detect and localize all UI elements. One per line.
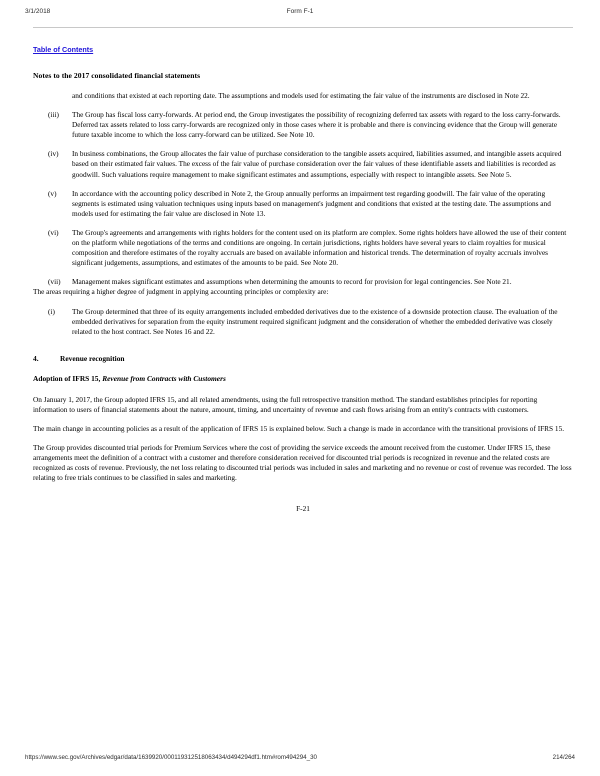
list-item-text: The Group has fiscal loss carry-forwards. At period end, the Group investigates the possibility of recognizing deferred tax assets with regard to the loss carry-forwards. Deferred tax assets related to loss carry-forwards are recognized only in those cases where it is probable and there is convincing evidence that the Group will generate future taxable income to which the loss carry-forward can be utilized. See Note 10. bbox=[72, 110, 561, 140]
revenue-paragraph-3: The Group provides discounted trial periods for Premium Services where the cost of providing the service exceeds the amount received from the customer. Under IFRS 15, these arrangements meet the definition of a contract with a customer and therefore consideration received for discounted trial periods is recognized in revenue and the related costs are recognized as costs of revenue. Previously, the net loss relating to discounted trial periods was included in sales and marketing and no revenue or cost of revenue was recorded. The loss relating to free trials continues to be classified in sales and marketing. bbox=[33, 443, 572, 483]
document-content bbox=[0, 71, 600, 513]
page-marker: F-21 bbox=[296, 504, 310, 514]
list-item bbox=[33, 228, 573, 268]
source-url: https://www.sec.gov/Archives/edgar/data/1639920/000119312518063434/d494294df1.htm#rom494294_30 bbox=[25, 754, 317, 761]
list-item bbox=[33, 189, 573, 219]
list-item-text: In business combinations, the Group allocates the fair value of purchase consideration to the tangible assets acquired, liabilities assumed, and intangible assets acquired based on their estimated fair values. The excess of the fair value of purchase consideration over the fair values of these identifiable assets and liabilities is recorded as goodwill. Such valuations require management to make significant estimates and assumptions, especially with respect to intangible assets. See Note 5. bbox=[72, 149, 562, 179]
list-item-marker: (iii) bbox=[48, 110, 59, 120]
list-item-marker: (vii) bbox=[48, 277, 61, 287]
section-heading-revenue-recognition bbox=[33, 354, 573, 365]
browser-print-header bbox=[0, 8, 600, 22]
continuation-paragraph: and conditions that existed at each reporting date. The assumptions and models used for estimating the fair value of the instruments are disclosed in Note 22. bbox=[72, 91, 530, 100]
judgment-lead-in-paragraph: The areas requiring a higher degree of judgment in applying accounting principles or complexity are: bbox=[33, 287, 329, 297]
list-item-marker: (vi) bbox=[48, 227, 59, 237]
list-item bbox=[33, 277, 573, 287]
list-item-text: In accordance with the accounting policy described in Note 2, the Group annually performs an impairment test regarding goodwill. The fair value of the operating segments is estimated using valuation techniques using inputs based on management's judgment and conditions that existed at the testing date. The assumptions and models used for estimating the fair value are disclosed in Note 13. bbox=[72, 188, 551, 218]
body-block bbox=[33, 91, 573, 513]
print-date: 3/1/2018 bbox=[25, 8, 51, 15]
list-item bbox=[33, 307, 573, 337]
table-of-contents-link-wrapper bbox=[0, 33, 600, 57]
list-item-text: Management makes significant estimates and assumptions when determining the amounts to record for provision for legal contingencies. See Note 21. bbox=[72, 277, 512, 287]
browser-print-footer bbox=[0, 754, 600, 766]
notes-heading: Notes to the 2017 consolidated financial statements bbox=[33, 71, 201, 80]
section-title: Revenue recognition bbox=[60, 353, 125, 363]
list-item-marker: (v) bbox=[48, 188, 57, 198]
header-divider bbox=[33, 27, 573, 28]
list-item-text: The Group determined that three of its equity arrangements included embedded derivatives due to the existence of a downside protection clause. The evaluation of the embedded derivatives for separation from the equity instrument required significant judgment and the consideration of whether the embedded derivative was closely related to the host contract. See Notes 16 and 22. bbox=[72, 306, 558, 336]
subheading-adoption-ifrs15 bbox=[33, 374, 573, 385]
subheading-plain-text: Adoption of IFRS 15, bbox=[33, 374, 101, 384]
print-document-title: Form F-1 bbox=[286, 8, 314, 15]
section-number: 4. bbox=[33, 353, 39, 363]
revenue-paragraph-2: The main change in accounting policies as a result of the application of IFRS 15 is explained below. Such a change is made in accordance with the transitional provisions of IFRS 15. bbox=[33, 423, 565, 433]
judgment-list bbox=[33, 307, 573, 337]
table-of-contents-link[interactable]: Table of Contents bbox=[33, 45, 94, 54]
revenue-paragraph-1: On January 1, 2017, the Group adopted IFRS 15, and all related amendments, using the full retrospective transition method. The standard establishes principles for reporting information to users of financial statements about the nature, amount, timing, and uncertainty of revenue and cash flows arising from an entity's contracts with customers. bbox=[33, 394, 538, 414]
page-counter: 214/264 bbox=[552, 754, 575, 761]
list-item bbox=[33, 110, 573, 140]
list-item bbox=[33, 149, 573, 179]
document-page bbox=[0, 33, 600, 513]
subheading-italic-text: Revenue from Contracts with Customers bbox=[102, 374, 226, 384]
critical-estimates-list bbox=[33, 110, 573, 287]
list-item-marker: (i) bbox=[48, 306, 55, 316]
list-item-text: The Group's agreements and arrangements with rights holders for the content used on its platform are complex. Some rights holders have allowed the use of their content on the platform while negotiations of the terms and conditions are ongoing. In certain jurisdictions, rights holders have several years to claim royalties for musical composition and therefore estimates of the royalty accruals are based on available information and historical trends. The determination of royalty accruals involves significant judgements, assumptions, and estimates of the amounts to be paid. See Note 20. bbox=[72, 227, 567, 268]
list-item-marker: (iv) bbox=[48, 149, 59, 159]
